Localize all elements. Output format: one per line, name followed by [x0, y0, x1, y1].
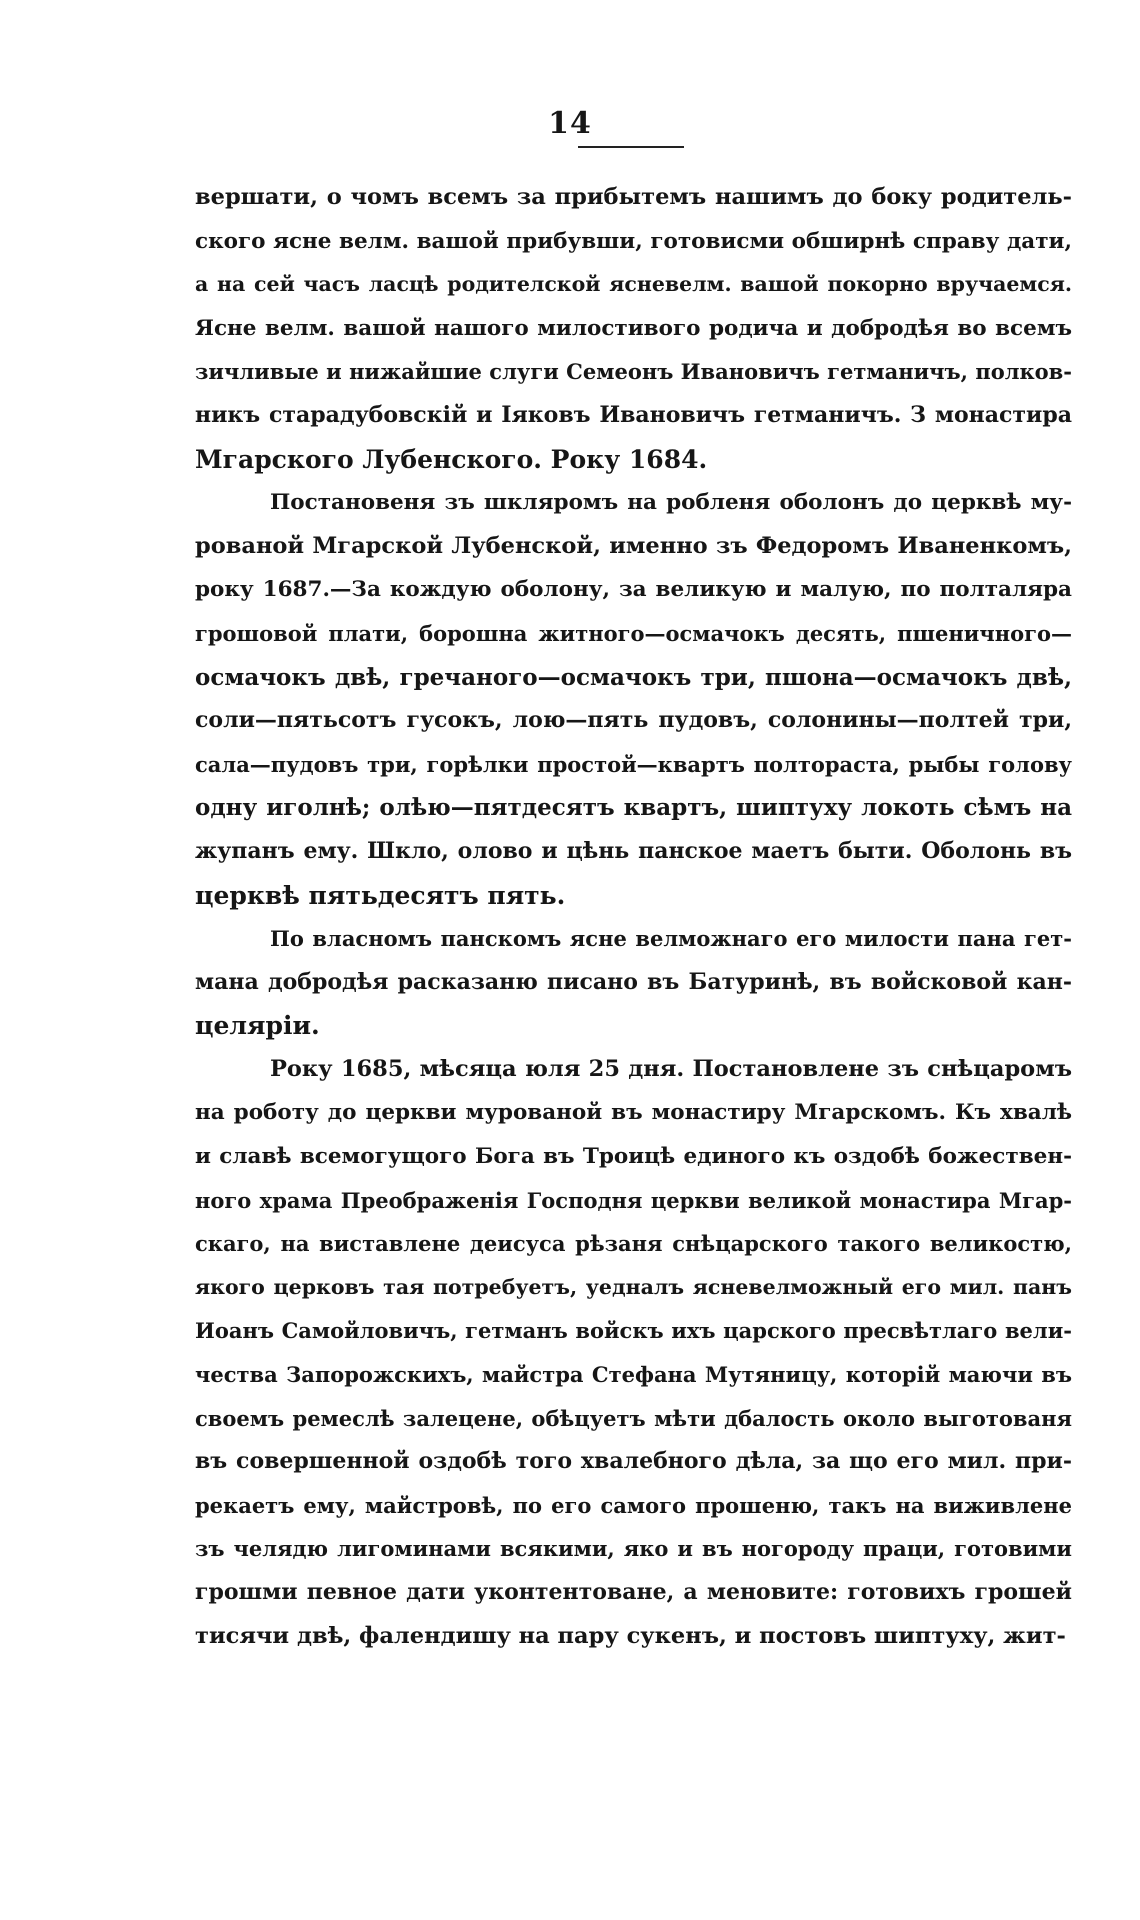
paragraph: [195, 917, 1072, 1048]
text-line: рованой Мгарской Лубенской, именно зъ Федоромъ Иваненкомъ,: [195, 532, 1072, 559]
text-line: церквѣ пятьдесятъ пять.: [195, 880, 566, 910]
text-line: Иоанъ Самойловичъ, гетманъ войскъ ихъ царского пресвѣтлаго вели-: [195, 1318, 1072, 1344]
text-line: рекаетъ ему, майстровѣ, по его самого прошеню, такъ на виживлене: [195, 1492, 1072, 1518]
text-line: и славѣ всемогущого Бога въ Троицѣ единого къ оздобѣ божествен-: [195, 1144, 1072, 1170]
text-line: на роботу до церкви мурованой въ монастиру Мгарскомъ. Къ хвалѣ: [195, 1100, 1072, 1126]
text-line: въ совершенной оздобѣ того хвалебного дѣла, за що его мил. при-: [195, 1448, 1072, 1475]
text-line: ского ясне велм. вашой прибувши, готовисми обширнѣ справу дати,: [195, 228, 1072, 254]
text-line: грошовой плати, борошна житного—осмачокъ десять, пшеничного—: [195, 620, 1072, 646]
paragraph: [195, 1048, 1072, 1658]
paragraph: [195, 176, 1072, 481]
text-line: грошми певное дати уконтентоване, а меновите: готовихъ грошей: [195, 1579, 1072, 1605]
text-line: скаго, на виставлене деисуса рѣзаня снѣцарского такого великостю,: [195, 1231, 1072, 1257]
text-line: целяріи.: [195, 1011, 320, 1041]
text-line: ного храма Преображенія Господня церкви великой монастира Мгар-: [195, 1187, 1072, 1213]
text-line: одну иголнѣ; олѣю—пятдесятъ квартъ, шиптуху локоть сѣмъ на: [195, 794, 1072, 822]
text-line: никъ старадубовскій и Іяковъ Ивановичъ гетманичъ. З монастира: [195, 401, 1072, 428]
text-line: сала—пудовъ три, горѣлки простой—квартъ полтораста, рыбы голову: [195, 751, 1072, 777]
text-line: По власномъ панскомъ ясне велможнаго его милости пана гет-: [270, 926, 1072, 952]
text-line: Мгарского Лубенского. Року 1684.: [195, 444, 708, 474]
text-line: вершати, о чомъ всемъ за прибытемъ нашимъ до боку родитель-: [195, 184, 1072, 210]
paragraph: [195, 481, 1072, 917]
text-line: осмачокъ двѣ, гречаного—осмачокъ три, пшона—осмачокъ двѣ,: [195, 663, 1072, 691]
page-number: 14: [548, 106, 592, 141]
text-line: Ясне велм. вашой нашого милостивого родича и добродѣя во всемъ: [195, 315, 1072, 341]
text-line: тисячи двѣ, фалендишу на пару сукенъ, и постовъ шиптуху, жит-: [195, 1622, 1066, 1649]
text-line: зичливые и нижайшие слуги Семеонъ Ивановичъ гетманичъ, полков-: [195, 359, 1072, 385]
page-number-rule: [578, 146, 684, 148]
text-line: Постановеня зъ шкляромъ на робленя оболонъ до церквѣ му-: [270, 490, 1072, 516]
text-line: якого церковъ тая потребуетъ, уедналъ ясневелможный его мил. панъ: [195, 1274, 1072, 1299]
text-line: своемъ ремеслѣ залецене, обѣцуетъ мѣти дбалость около выготованя: [195, 1405, 1072, 1431]
text-line: мана добродѣя расказаню писано въ Батуринѣ, въ войсковой кан-: [195, 968, 1072, 995]
document-body: [195, 176, 1072, 1658]
text-line: соли—пятьсотъ гусокъ, лою—пять пудовъ, солонины—полтей три,: [195, 707, 1072, 734]
text-line: жупанъ ему. Шкло, олово и цѣнь панское маетъ быти. Оболонь въ: [195, 837, 1072, 864]
text-line: зъ челядю лигоминами всякими, яко и въ ногороду праци, готовими: [195, 1536, 1072, 1562]
text-line: року 1687.—За кождую оболону, за великую и малую, по полталяра: [195, 577, 1072, 603]
text-line: Року 1685, мѣсяца юля 25 дня. Постановлене зъ снѣцаромъ: [270, 1055, 1072, 1082]
text-line: а на сей часъ ласцѣ родителской ясневелм. вашой покорно вручаемся.: [195, 272, 1072, 297]
text-line: чества Запорожскихъ, майстра Стефана Мутяницу, которій маючи въ: [195, 1362, 1072, 1388]
